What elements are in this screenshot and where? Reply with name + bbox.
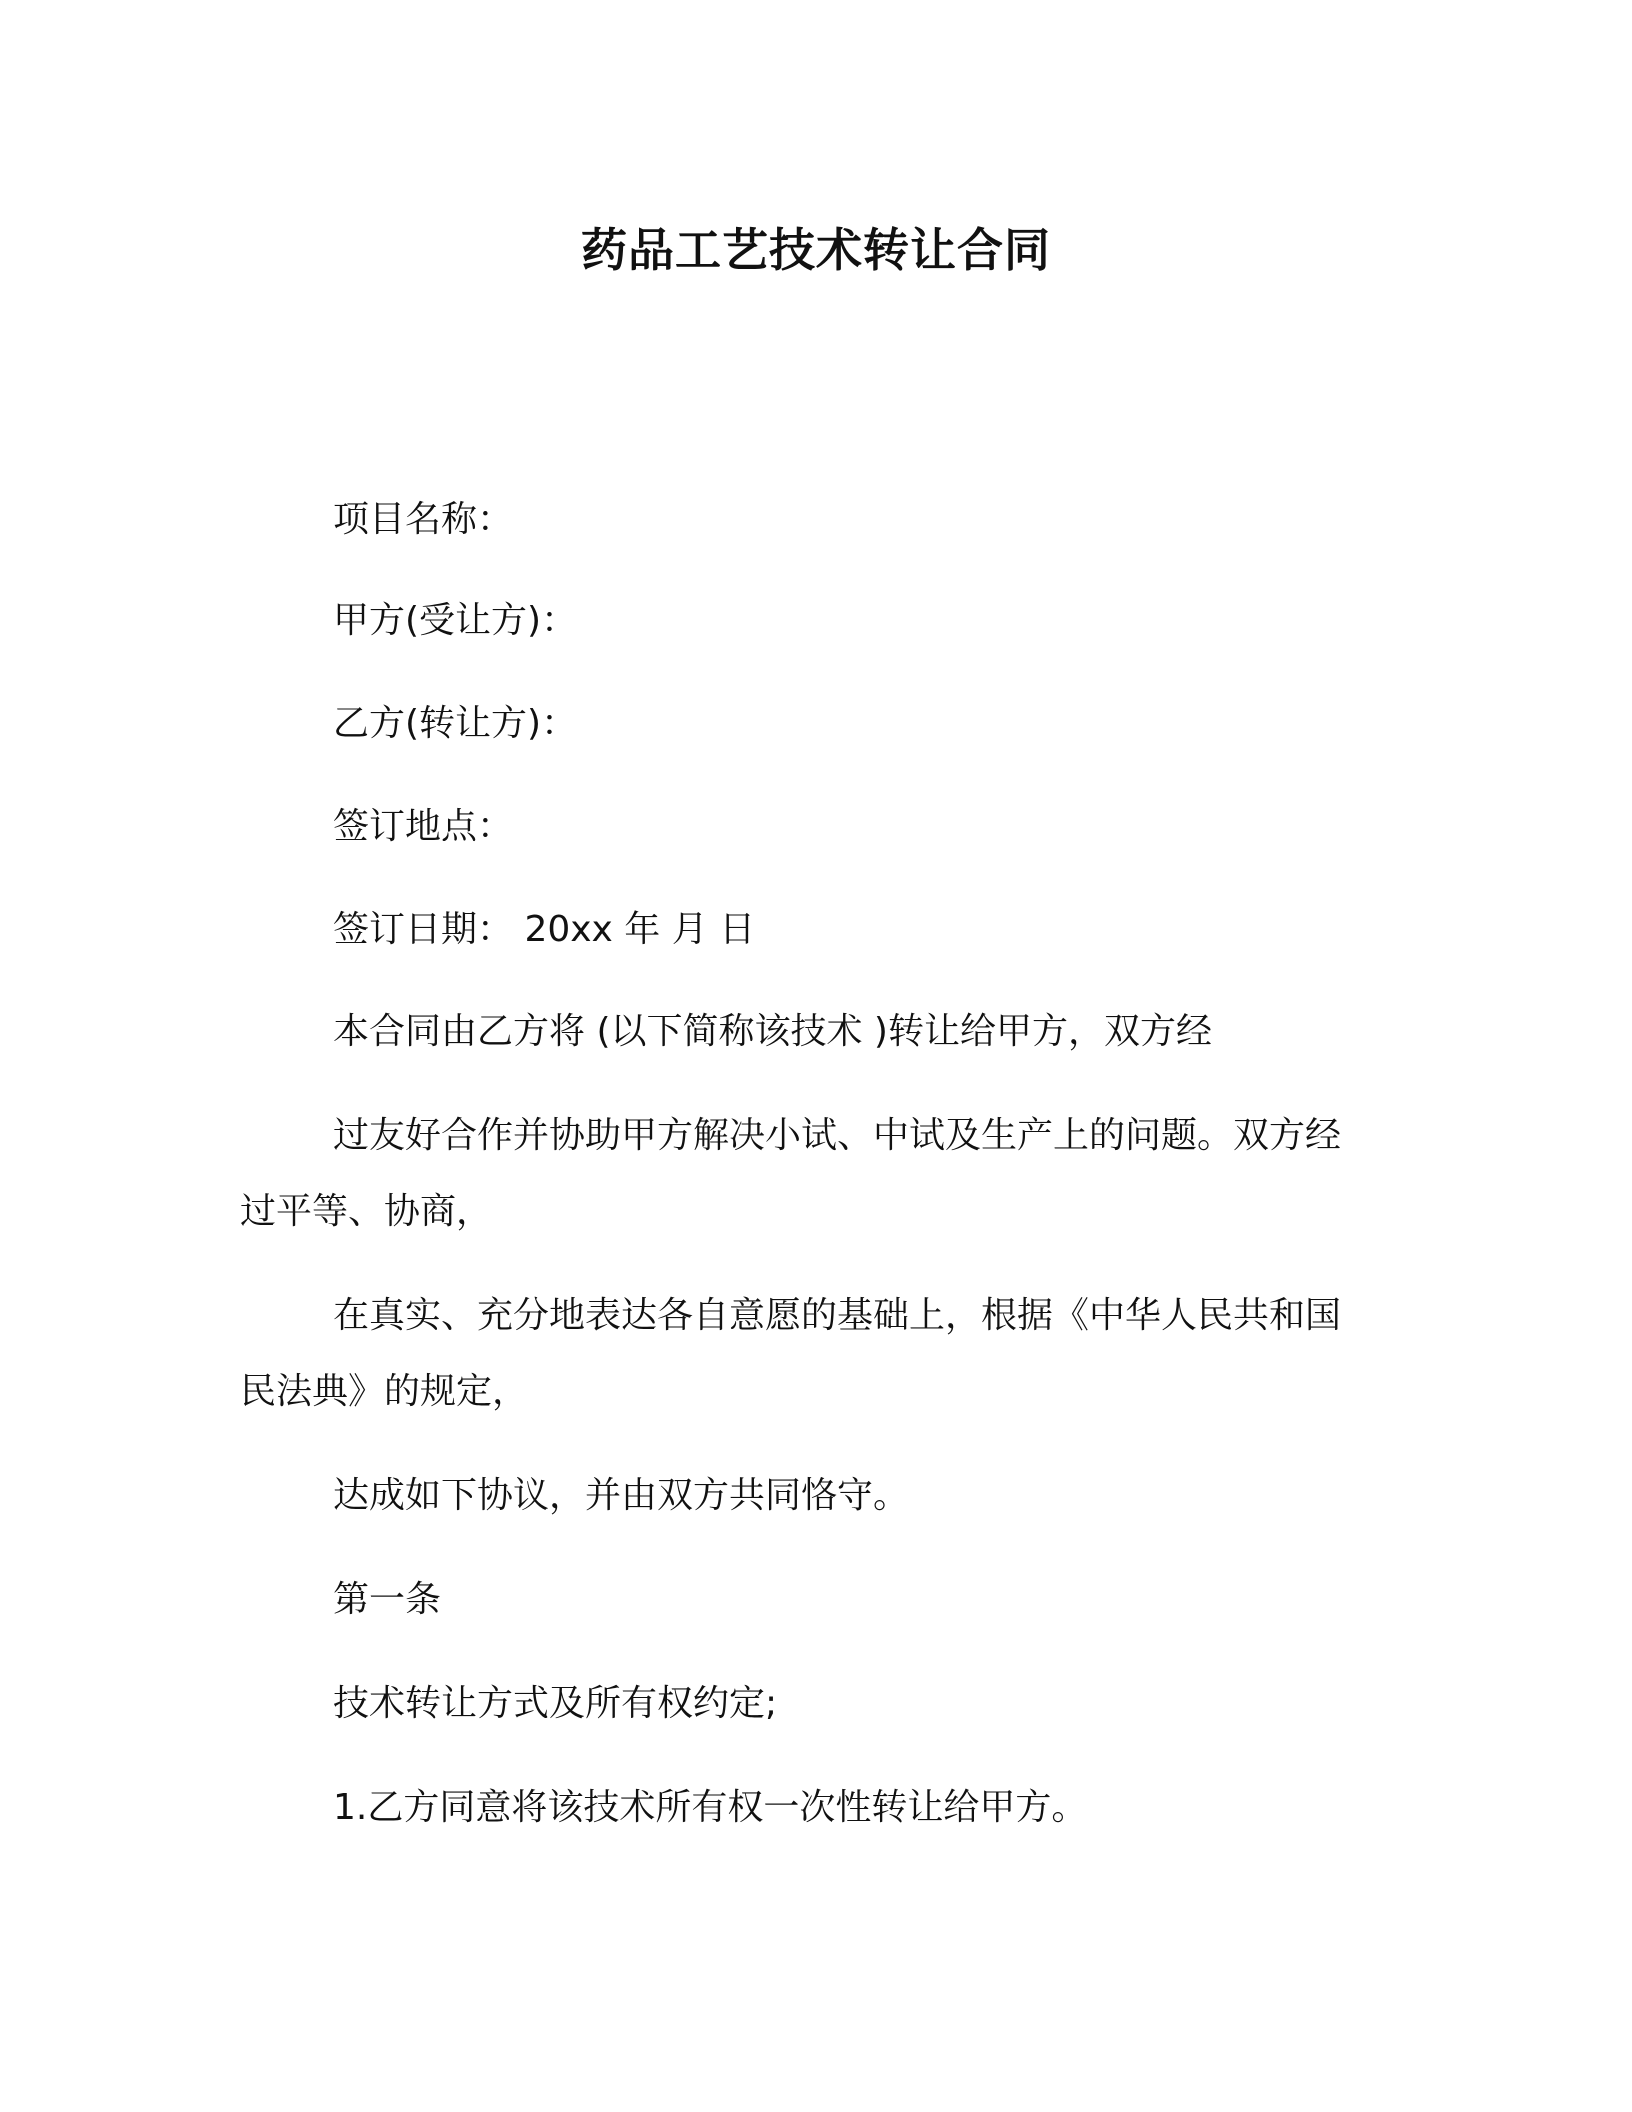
paragraph-3-line-1: 在真实、充分地表达各自意愿的基础上，根据《中华人民共和国 (333, 1295, 1342, 1336)
field-sign-place: 签订地点： (333, 806, 514, 847)
paragraph-4: 达成如下协议，并由双方共同恪守。 (333, 1475, 910, 1516)
paragraph-1: 本合同由乙方将 (以下简称该技术 )转让给甲方，双方经 (333, 1011, 1212, 1052)
article-1-item-1: 1.乙方同意将该技术所有权一次性转让给甲方。 (333, 1787, 1088, 1828)
field-party-a: 甲方(受让方)： (333, 600, 578, 641)
paragraph-3-line-2: 民法典》的规定， (240, 1371, 529, 1412)
paragraph-2-line-1: 过友好合作并协助甲方解决小试、中试及生产上的问题。双方经 (333, 1115, 1342, 1156)
paragraph-2-line-2: 过平等、协商， (240, 1191, 493, 1232)
article-1-heading: 第一条 (333, 1579, 442, 1620)
field-project-name: 项目名称： (333, 499, 514, 540)
article-1-title: 技术转让方式及所有权约定; (333, 1683, 778, 1724)
contract-title: 药品工艺技术转让合同 (581, 223, 1051, 277)
field-sign-date: 签订日期： 20xx 年 月 日 (333, 909, 756, 950)
field-party-b: 乙方(转让方)： (333, 703, 578, 744)
